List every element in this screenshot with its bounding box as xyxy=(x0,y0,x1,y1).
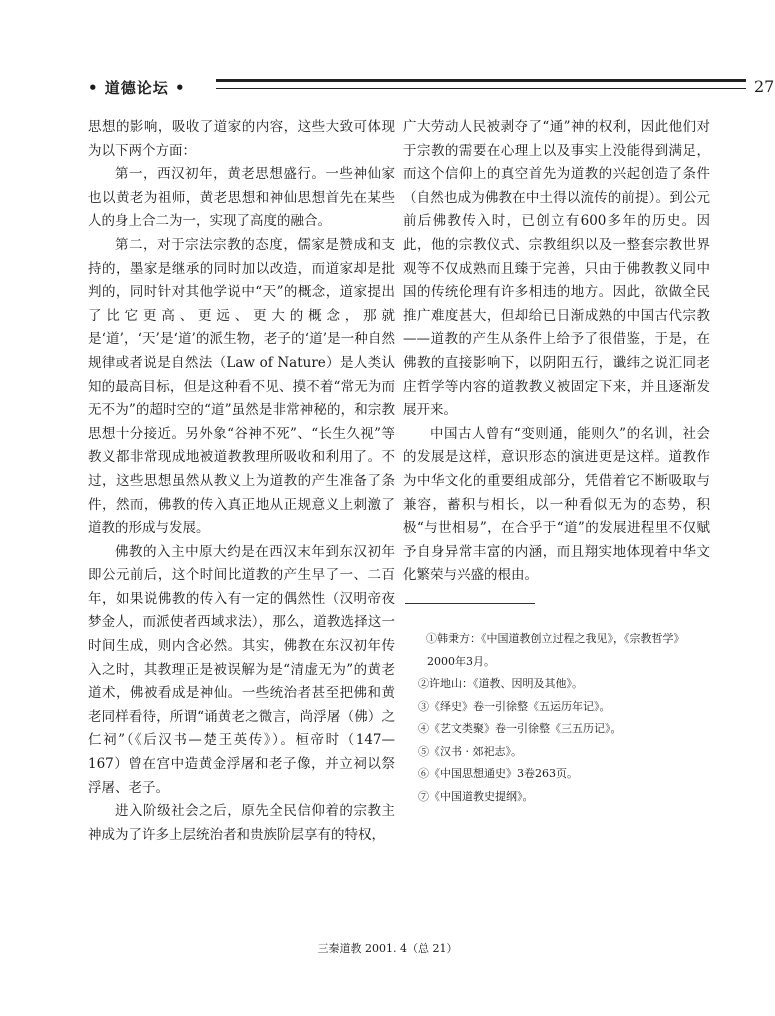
right-column xyxy=(403,116,710,588)
page-footer: 三秦道教 2001. 4（总 21） xyxy=(317,942,458,955)
paragraph: 进入阶级社会之后，原先全民信仰着的宗教主神成为了许多上层统治者和贵族阶层享有的特权， xyxy=(88,803,395,843)
footnotes xyxy=(405,628,710,808)
footnote: ②许地山：《道教、因明及其他》。 xyxy=(418,677,583,690)
paragraph: 佛教的入主中原大约是在西汉末年到东汉初年即公元前后，这个时间比道教的产生早了一、二百年，如果说佛教的传入有一定的偶然性（汉明帝夜梦金人，而派使者西域求法），那么，道教选择这一时间生成，则内含必然。其实，佛教在东汉初年传入之时，其教理正是被误解为是“清虚无为”的黄老道术，佛被看成是神仙。一些统治者甚至把佛和黄老同样看待，所谓“诵黄老之微言，尚浮屠（佛）之仁祠”（《后汉书—楚王英传》）。桓帝时（147—167）曾在宫中造黄金浮屠和老子像，并立祠以祭浮屠、老子。 xyxy=(88,543,395,796)
footnote: ⑦《中国道教史提纲》。 xyxy=(418,789,534,803)
footnote: ④《艺文类聚》卷一引徐整《三五历记》。 xyxy=(418,722,622,735)
paragraph: 思想的影响，吸收了道家的内容，这些大致可体现为以下两个方面： xyxy=(88,119,395,159)
footnote-rule xyxy=(405,603,535,604)
running-header xyxy=(88,72,775,102)
paragraph: 中国古人曾有“变则通，能则久”的名训，社会的发展是这样，意识形态的演进更是这样。道教作为中华文化的重要组成部分，凭借着它不断吸取与兼容，蓄积与相长，以一种看似无为的态势，积极“与世相易”，在合乎于“道”的发展进程里不仅赋予自身异常丰富的内涵，而且翔实地体现着中华文化繁荣与兴盛的根由。 xyxy=(403,425,710,584)
footnote: ⑥《中国思想通史》3卷263页。 xyxy=(418,767,578,780)
header-rule xyxy=(216,79,746,89)
paragraph: 广大劳动人民被剥夺了“通”神的权利，因此他们对于宗教的需要在心理上以及事实上没能得到满足，而这个信仰上的真空首先为道教的兴起创造了条件（自然也成为佛教在中土得以流传的前提）。到公元前后佛教传入时，已创立有600多年的历史。因此，他的宗教仪式、宗教组织以及一整套宗教世界观等不仅成熟而且臻于完善，只由于佛教教义同中国的传统伦理有许多相违的地方。因此，欲做全民推广难度甚大，但却给已日渐成熟的中国古代宗教——道教的产生从条件上给予了很借鉴，于是，在佛教的直接影响下，以阴阳五行，谶纬之说汇同老庄哲学等内容的道教教义被固定下来，并且逐渐发展开来。 xyxy=(403,119,710,419)
section-title: • 道德论坛 • xyxy=(88,79,186,97)
footnote: ①韩秉方：《中国道教创立过程之我见》，《宗教哲学》2000年3月。 xyxy=(426,632,685,668)
footnote: ③《绎史》卷一引徐整《五运历年记》。 xyxy=(418,699,611,713)
paragraph: 第一，西汉初年，黄老思想盛行。一些神仙家也以黄老为祖师，黄老思想和神仙思想首先在某些人的身上合二为一，实现了高度的融合。 xyxy=(88,166,395,230)
footnote: ⑤《汉书 · 郊祀志》。 xyxy=(418,744,522,758)
left-column xyxy=(88,116,395,847)
page-number: 27 xyxy=(754,77,775,96)
paragraph: 第二，对于宗法宗教的态度，儒家是赞成和支持的，墨家是继承的同时加以改造，而道家却是批判的，同时针对其他学说中“天”的概念，道家提出了比它更高、更远、更大的概念，那就是‘道’，‘天’是‘道’的派生物，老子的‘道’是一种自然规律或者说是自然法（Law of Nature）是人类认知的最高目标，但是这种看不见、摸不着“常无为而无不为”的超时空的“道”虽然是非常神秘的，和宗教思想十分接近。另外象“谷神不死”、“长生久视”等教义都非常现成地被道教教理所吸收和利用了。不过，这些思想虽然从教义上为道教的产生准备了条件，然而，佛教的传入真正地从正规意义上刺激了道教的形成与发展。 xyxy=(88,236,395,537)
